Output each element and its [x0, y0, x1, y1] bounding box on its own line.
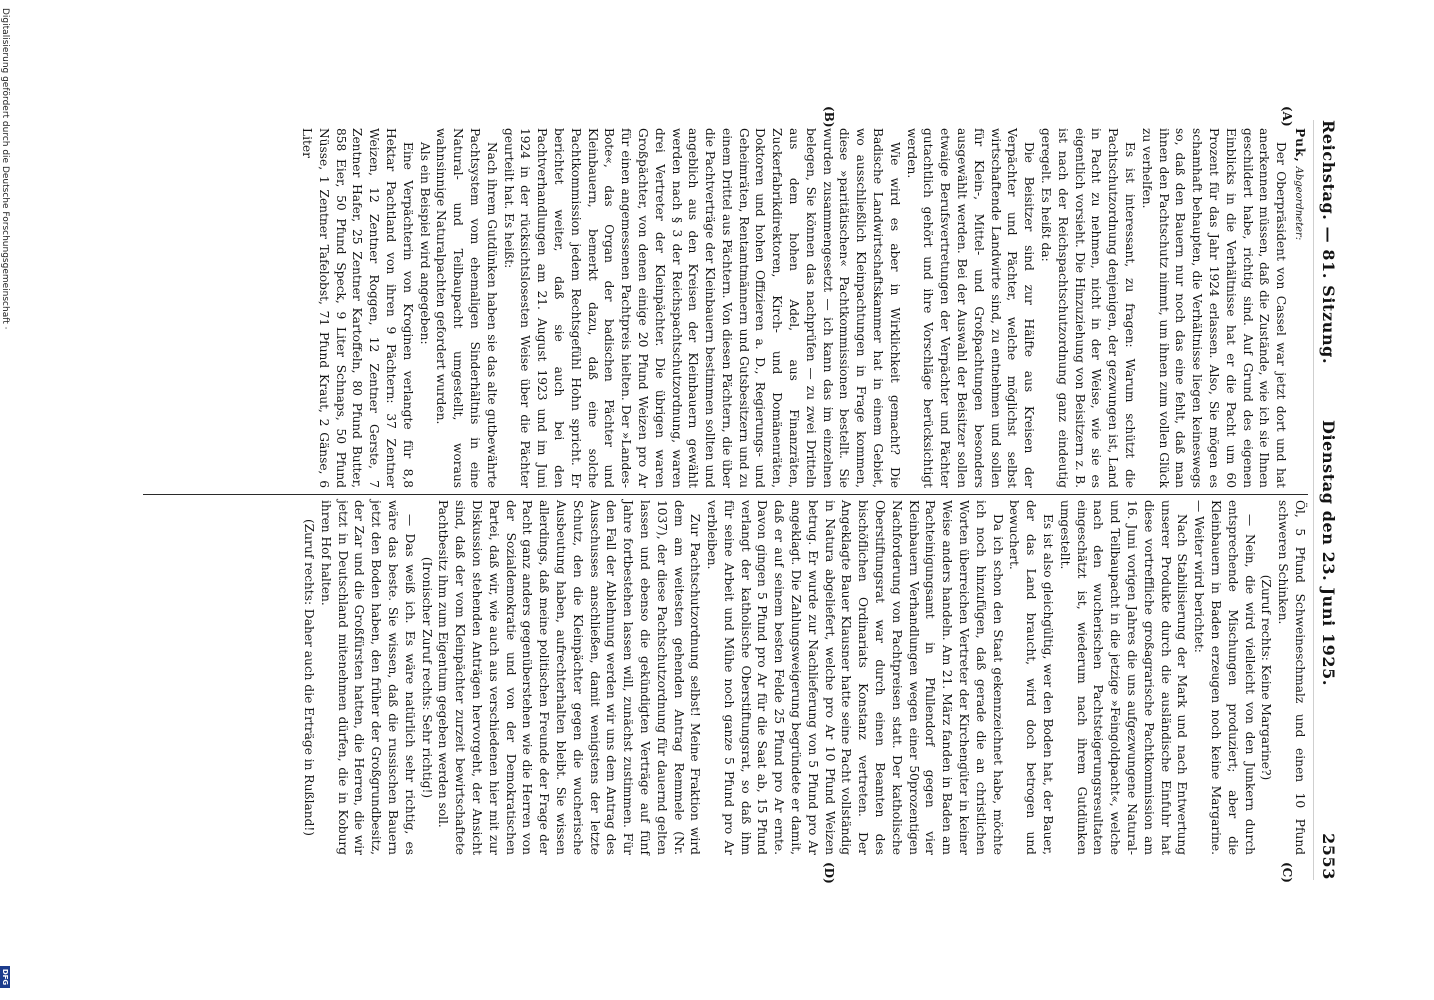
- paragraph: Öl, 5 Pfund Schweineschmalz und einen 10 Pfund schweren Schinken.: [1276, 500, 1307, 855]
- paragraph: Wie wird es aber in Wirklichkeit gemacht? Die Badische Landwirtschaftskammer hat in einem Gebiet, wo ausschließlich Kleinpachtungen in Frage kommen, diese »paritätischen« Pachtkommissionen bestellt. Sie wurden zusammengesetzt — ich kann das im einzelnen belegen, Sie können das nachprüfen — zu zwei Dritteln aus dem hohen Adel, aus Finanzräten, Zuckerfabrikdirektoren, Kirch- und Domänenräten, Doktoren und hohen Offizieren a. D., Regierungs- und Geheimräten, Rentamtmännern und Gutsbesitzern und zu einem Drittel aus Pächtern. Von diesen Pächtern, die über die Pachtverträge der Kleinbauern bestimmen sollten und angeblich aus den Kreisen der Kleinbauern gewählt werden nach § 3 der Reichspachtschutzordnung, waren drei Vertreter der Kleinpächter. Die übrigen waren Großpächter, von denen einige 20 Pfund Weizen pro Ar für einen angemessenen Pachtpreis hielten. Der »Landes-Bote«, das Organ der badischen Pächter und Kleinbauern, bemerkt dazu, daß eine solche Pachtkommission jedem Rechtsgefühl Hohn spricht. Er berichtet weiter, daß sie auch bei den Pachtverhandlungen am 21. August 1923 und im Juni 1924 in der rücksichtslosesten Weise über die Pächter geurteilt hat. Es heißt:: [501, 128, 902, 488]
- quoted-paragraph: Die Beisitzer sind zur Hälfte aus Kreisen der Verpächter und Pächter, welche möglichst selbst wirtschaftende Landwirte sind, zu entnehmen und sollen für Klein-, Mittel- und Großpachtungen besonders ausgewählt werden. Bei der Auswahl der Beisitzer sollen etwaige Berufsvertretungen der Verpächter und Pächter gutachtlich gehört und ihre Vorschläge berücksichtigt werden.: [904, 128, 1037, 488]
- paragraph: — Das weiß ich. Es wäre natürlich sehr richtig, es wäre das beste. Sie wissen, daß die russischen Bauern jetzt den Boden haben, den früher der Großgrundbesitz, der Zar und die Großfürsten hatten, die Herren, die wir jetzt in Deutschland mitenehmen dürfen, die in Koburg ihren Hof halten.: [318, 500, 417, 855]
- footer-credit: Digitalisierung gefördert durch die Deutsche Forschungsgemeinschaft ·: [0, 8, 10, 330]
- digitization-footer: [0, 0, 10, 1000]
- header-left: Reichstag. — 81. Sitzung.: [1319, 120, 1338, 365]
- quoted-paragraph: Eine Verpächterin von Kroginen verlangte für 8,8 Hektar Pachtland von ihren 9 Pächtern: 37 Zentner Weizen, 12 Zentner Roggen, 12 Zentner Gerste, 7 Zentner Hafer, 25 Zentner Kartoffeln, 80 Pfund Butter, 858 Eier, 50 Pfund Speck, 9 Liter Schnaps, 50 Pfund Nüsse, 1 Zentner Tafelobst, 71 Pfund Kraut, 2 Gänse, 6 Liter: [299, 128, 415, 488]
- header-rule: [1313, 120, 1314, 880]
- paragraph: Der Oberpräsident von Cassel war jetzt dort und hat anerkennen müssen, daß die Zustände, wie ich sie Ihnen geschildert habe, richtig sind. Auf Grund des eigenen Einblicks in die Verhältnisse hat er die Pacht um 60 Prozent für das Jahr 1924 erlassen. Also, Sie mögen es schamhaft behaupten, die Verhältnisse liegen keineswegs so, daß den Bauern nur noch das eine fehlt, daß man ihnen den Pachtschutz nimmt, um ihnen zum vollen Glück zu verhelfen.: [1139, 128, 1289, 488]
- interjection: (Zuruf rechts: Daher auch die Erträge in Rußland!): [301, 518, 316, 837]
- paragraph: Da ich schon den Staat gekennzeichnet habe, möchte ich noch hinzufügen, daß gerade die an christlichen Worten überreichen Vertreter der Kirchengüter in keiner Weise anders handeln. Am 21. März fanden in Baden am Pachteinigungsamt in Pfullendorf gegen vier Kleinbauern Verhandlungen wegen einer 50prozentigen Nachforderung von Pachtpreisen statt. Der katholische Oberstiftungsrat war durch einen Beamten des bischöflichen Ordinariats Konstanz vertreten. Der Angeklagte Bauer Klausner hatte seine Pacht vollständig in Natura abgeliefert, welche pro Ar 10 Pfund Weizen betrug. Er wurde zur Nachlieferung von 5 Pfund pro Ar angeklagt. Die Zahlungsweigerung begründete er damit, daß er auf seinem besten Felde 25 Pfund pro Ar ernte. Davon gingen 5 Pfund pro Ar für die Saat ab, 15 Pfund verlangt der katholische Oberstiftungsrat, so daß ihm für seine Arbeit und Mühe noch ganze 5 Pfund pro Ar verbleiben.: [705, 500, 1005, 855]
- speaker-name: Puk,: [1293, 128, 1307, 163]
- margin-mark-d: (D): [822, 862, 836, 884]
- margin-mark-a: (A): [1280, 106, 1294, 127]
- page-number: 2553: [1319, 833, 1338, 880]
- interjection: (Ironischer Zuruf rechts: Sehr richtig!): [419, 556, 434, 799]
- dfg-logo: DFG: [0, 966, 10, 988]
- header-center: Dienstag den 23. Juni 1925.: [1319, 420, 1338, 687]
- speaker-line: [1289, 128, 1308, 488]
- paragraph: Es ist interessant, zu fragen: Warum schützt die Pachtschutzordnung denjenigen, der gezwungen ist, Land in Pacht zu nehmen, nicht in der Weise, wie sie es eigentlich vorsieht. Die Hinzuziehung von Beisitzern z. B. ist nach der Reichspachtschutzordnung ganz eindeutig geregelt. Es heißt da:: [1039, 128, 1138, 488]
- paragraph: — Nein, die wird vielleicht von den Junkern durch entsprechende Mischungen produziert; aber die Kleinbauern in Baden erzeugen noch keine Margarine. — Weiter wird berichtet:: [1192, 500, 1257, 855]
- interjection: (Zuruf rechts: Keine Margarine?): [1259, 574, 1274, 781]
- right-column: [300, 500, 1308, 855]
- paragraph: Es ist also gleichgültig, wer den Boden hat, der Bauer, der das Land braucht, wird doch betrogen und bewuchert.: [1007, 500, 1056, 855]
- quoted-paragraph: Nach ihrem Gutdünken haben sie das alte gutbewährte Pachtsystem vom ehemaligen Sinderhältnis in eine Natural- und Teilbaupacht umgestellt, woraus wahnsinnige Naturalpachten gefordert wurden.: [434, 128, 499, 488]
- page-header: [1314, 120, 1348, 880]
- left-column: [298, 128, 1308, 488]
- speaker-role: Abgeordneter:: [1293, 166, 1304, 241]
- margin-mark-c: (C): [1280, 862, 1294, 883]
- column-divider: [143, 494, 1308, 495]
- paragraph: Als ein Beispiel wird angegeben:: [417, 142, 432, 345]
- paragraph: Zur Pachtschutzordnung selbst! Meine Fraktion wird dem am weitesten gehenden Antrag Remmele (Nr. 1037), der diese Pachtschutzordnung für dauernd gelten lassen und ebenso die gekündigten Verträge auf fünf Jahre fortbestehen lassen will, zunächst zustimmen. Für den Fall der Ablehnung werden wir uns dem Antrag des Ausschusses anschließen, damit wenigstens der letzte Schutz, den die Kleinpächter gegen die wucherische Ausbeutung haben, aufrechterhalten bleibt. Sie wissen allerdings, daß meine politischen Freunde der Frage der Pacht ganz anders gegenüberstehen wie die Herren von der Sozialdemokratie und von der Demokratischen Partei, daß wir, wie auch aus verschiedenen hier mit zur Diskussion stehenden Anträgen hervorgeht, der Ansicht sind, daß der vom Kleinpächter zurzeit bewirtschaftete Pachtbesitz ihm zum Eigentum gegeben werden soll.: [436, 500, 703, 855]
- margin-mark-b: (B): [822, 106, 836, 128]
- quoted-paragraph: Nach Stabilisierung der Mark und nach Entwertung unserer Produkte durch die ausländische Einfuhr hat diese vortreffliche großagrarische Pachtkommission am 16. Juni vorigen Jahres die uns aufgezwungene Natural- und Teilbaupacht in die jetzige »Feingoldpacht«, welche nach den wucherischen Pachtsteigerungsresultaten eingeschätzt ist, wiederum nach ihrem Gutdünken umgestellt.: [1057, 500, 1190, 855]
